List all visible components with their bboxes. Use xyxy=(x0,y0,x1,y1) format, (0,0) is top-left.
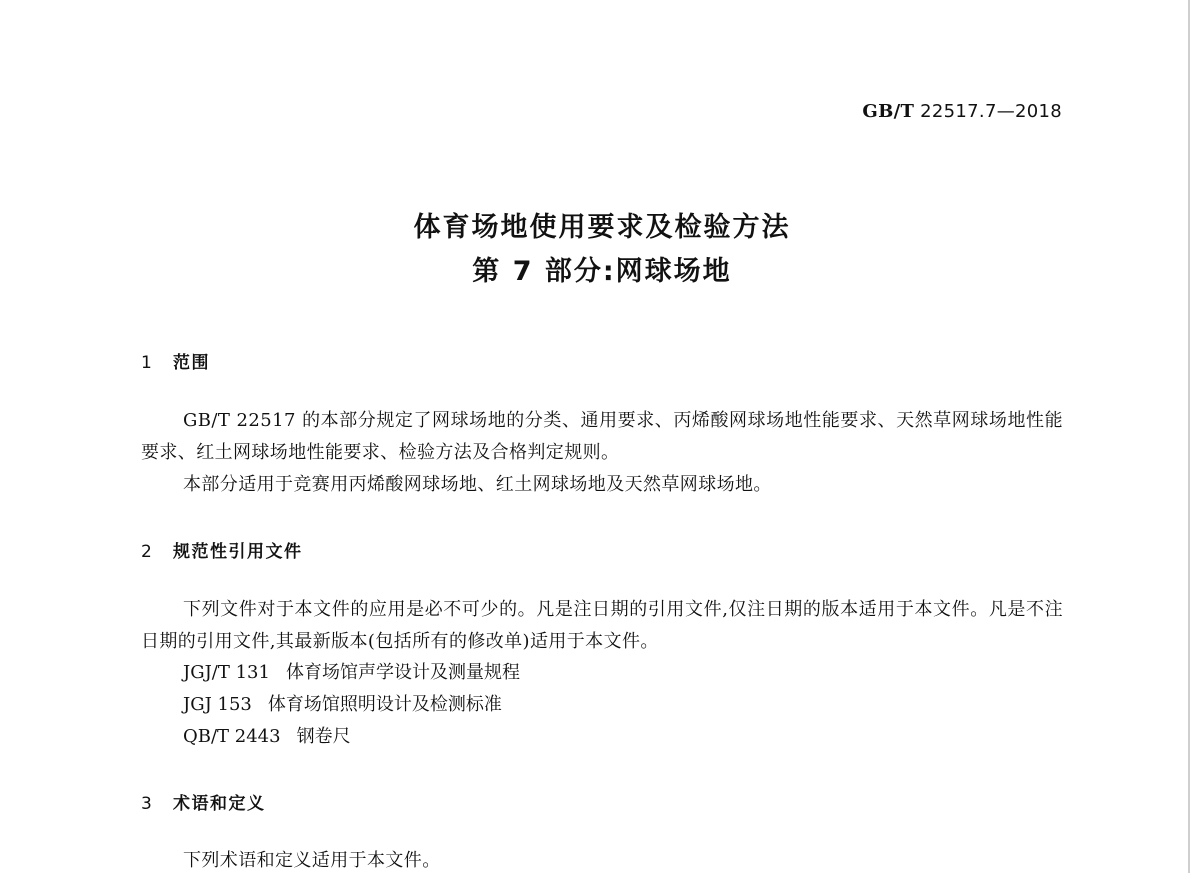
section-number: 2 xyxy=(141,542,154,562)
standard-prefix: GB/T xyxy=(862,101,915,122)
document-subtitle: 第 7 部分:网球场地 xyxy=(472,256,732,287)
reference-item xyxy=(183,657,520,689)
section-title: 规范性引用文件 xyxy=(173,542,303,562)
reference-code: JGJ 153 xyxy=(183,694,252,715)
section-number: 1 xyxy=(141,353,154,373)
section-heading-scope xyxy=(141,348,210,373)
section-title: 术语和定义 xyxy=(173,794,266,814)
section-title: 范围 xyxy=(173,353,210,373)
scope-paragraph-2: 本部分适用于竞赛用丙烯酸网球场地、红土网球场地及天然草网球场地。 xyxy=(183,474,772,495)
reference-item xyxy=(183,721,351,753)
references-intro-paragraph: 下列文件对于本文件的应用是必不可少的。凡是注日期的引用文件,仅注日期的版本适用于本文件。凡是不注日期的引用文件,其最新版本(包括所有的修改单)适用于本文件。 xyxy=(141,599,1063,652)
reference-code: JGJ/T 131 xyxy=(183,662,270,683)
scope-paragraph-1: GB/T 22517 的本部分规定了网球场地的分类、通用要求、丙烯酸网球场地性能要求、天然草网球场地性能要求、红土网球场地性能要求、检验方法及合格判定规则。 xyxy=(141,410,1063,463)
reference-item xyxy=(183,689,502,721)
standard-code xyxy=(862,101,1062,122)
reference-title: 体育场馆照明设计及检测标准 xyxy=(267,694,502,715)
section-heading-normative-references xyxy=(141,537,303,562)
reference-title: 钢卷尺 xyxy=(296,726,351,747)
section-number: 3 xyxy=(141,794,154,814)
standard-number: 22517.7—2018 xyxy=(920,101,1062,122)
terms-intro-paragraph: 下列术语和定义适用于本文件。 xyxy=(183,850,441,871)
reference-title: 体育场馆声学设计及测量规程 xyxy=(285,662,520,683)
section-heading-terms-definitions xyxy=(141,789,266,814)
document-title: 体育场地使用要求及检验方法 xyxy=(413,212,791,243)
reference-code: QB/T 2443 xyxy=(183,726,281,747)
